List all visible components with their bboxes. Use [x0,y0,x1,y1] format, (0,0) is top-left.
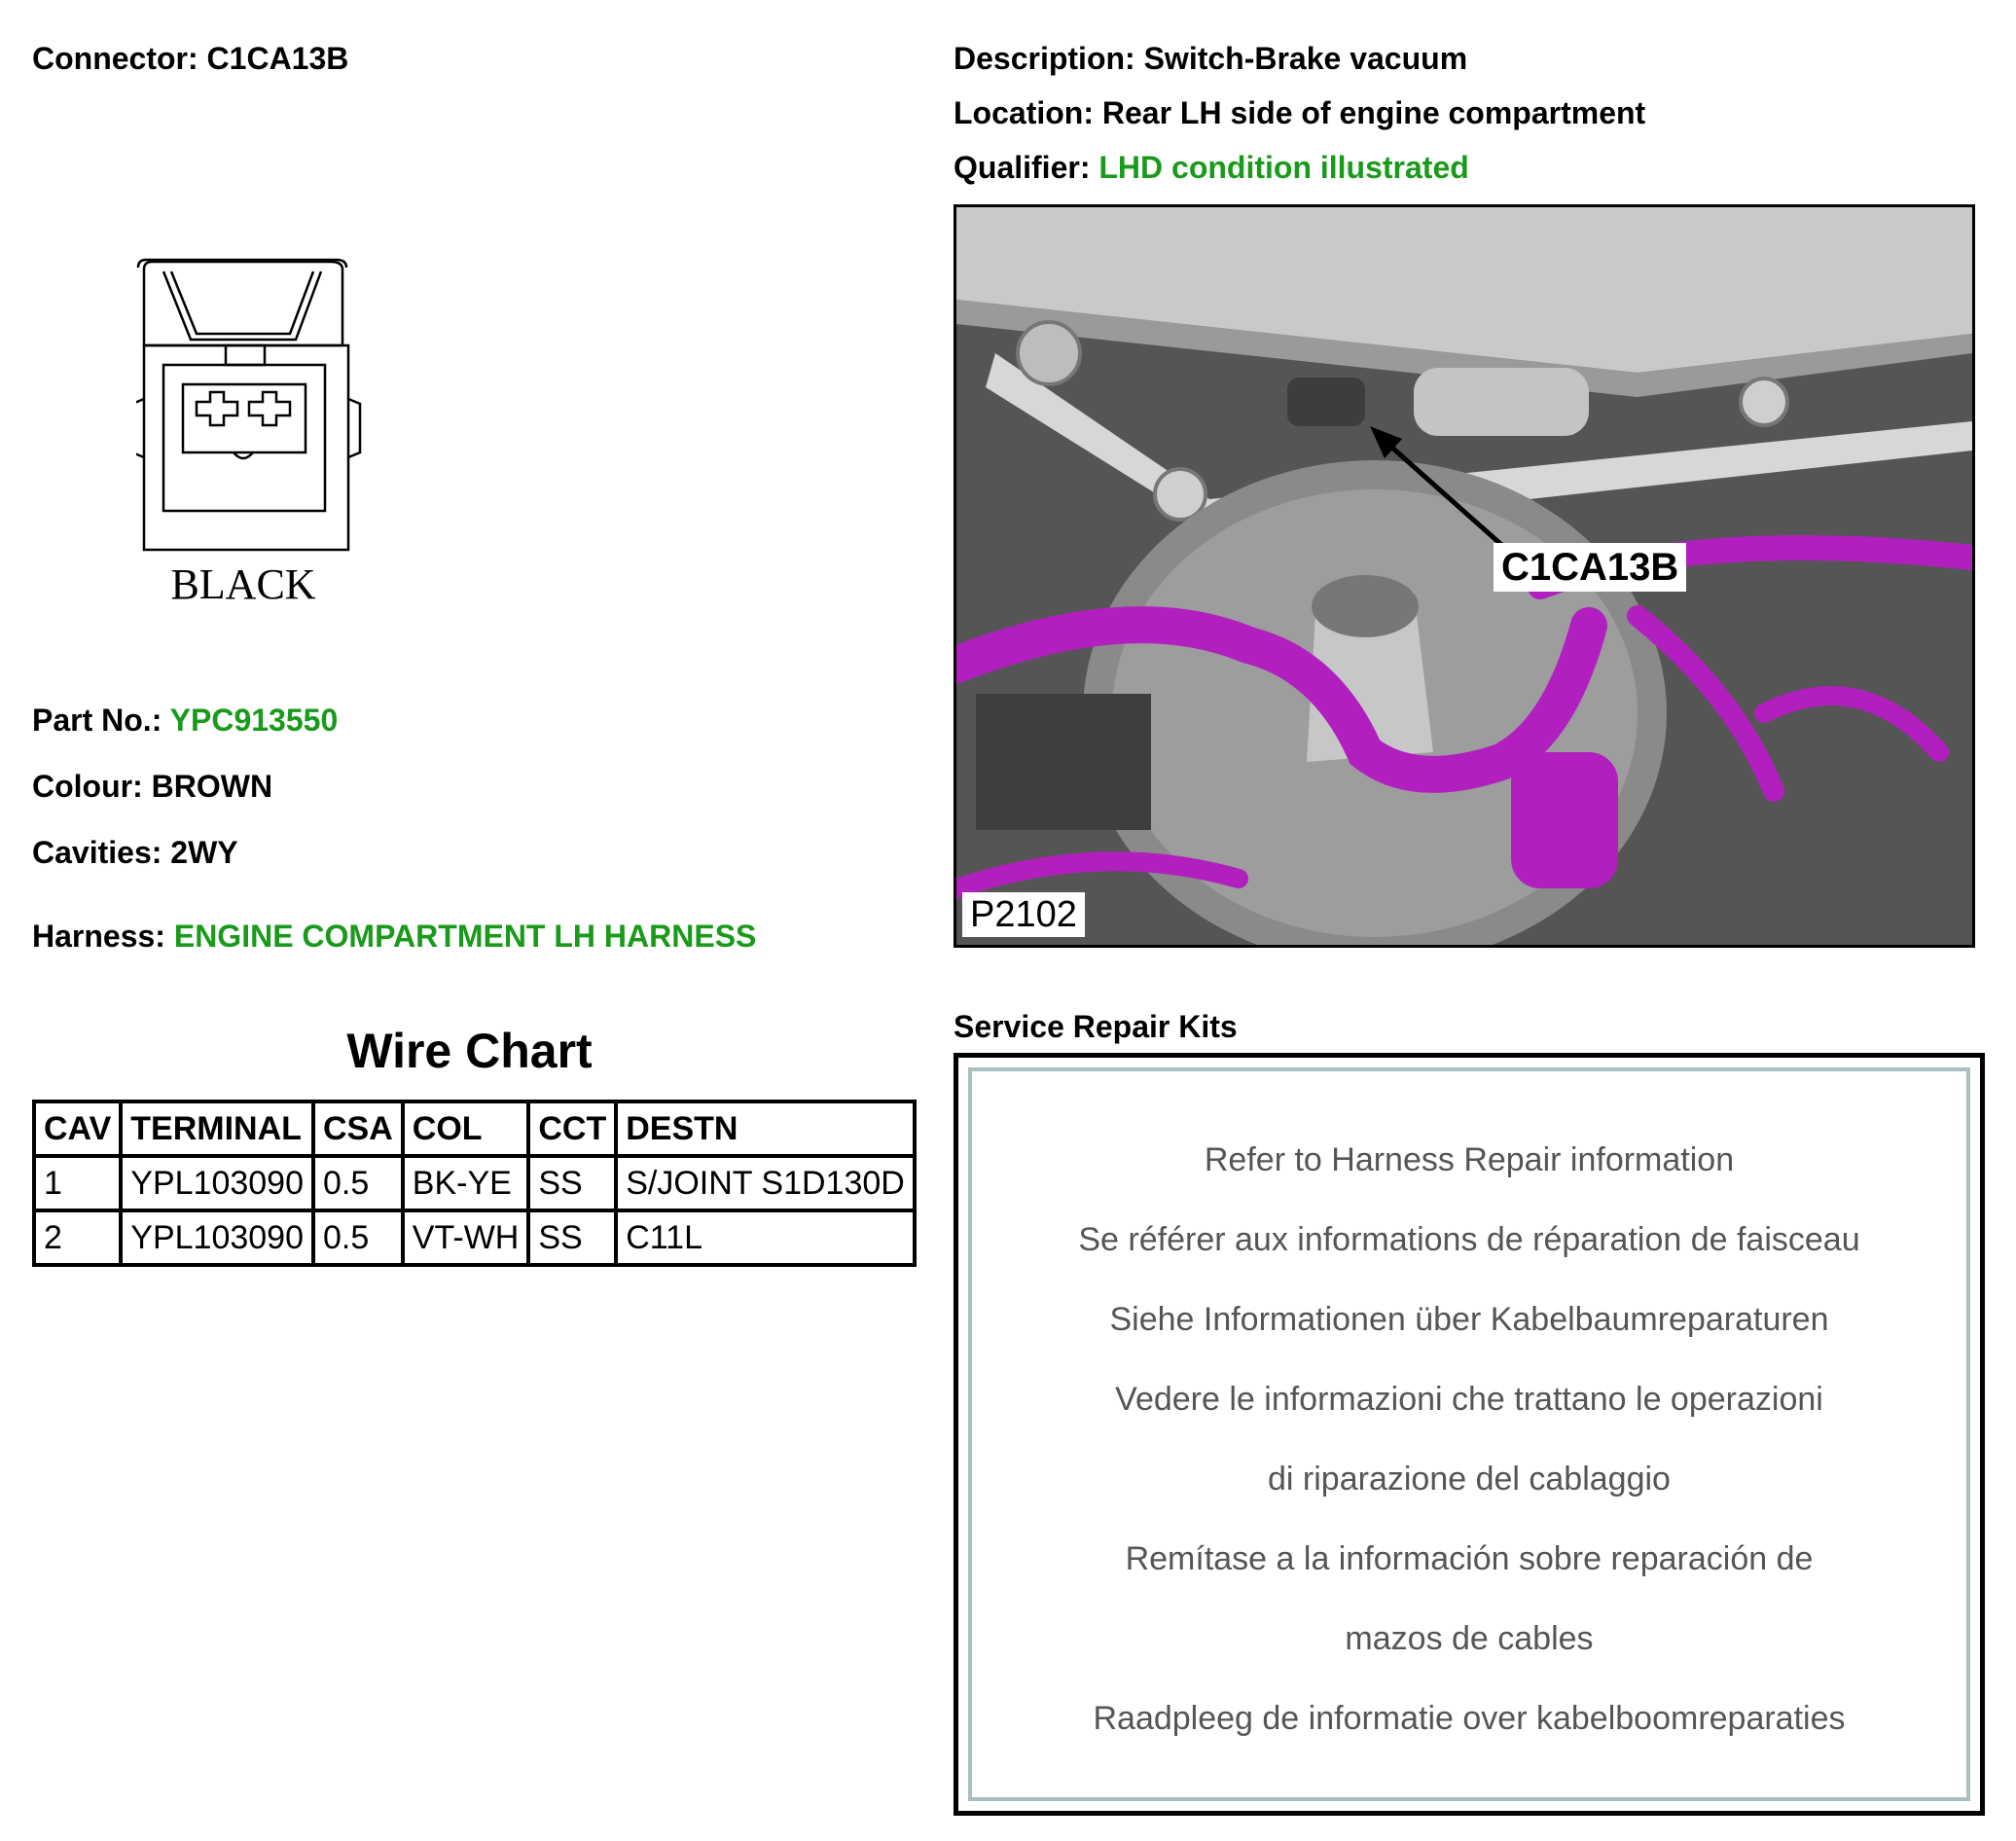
header-cct: CCT [528,1101,616,1156]
part-number-link[interactable]: YPC913550 [169,703,339,738]
service-repair-kits-title: Service Repair Kits [954,1009,1238,1044]
cell-csa: 0.5 [313,1156,403,1210]
header-destn: DESTN [616,1101,915,1156]
description-value: Switch-Brake vacuum [1143,41,1468,76]
harness-label: Harness: [32,919,174,954]
cell-cav: 1 [34,1156,121,1210]
repair-info-line: Raadpleeg de informatie over kabelboomreparaties [1093,1700,1846,1737]
cavities-value: 2WY [170,835,238,870]
connector-line [32,39,348,78]
header-cav: CAV [34,1101,121,1156]
connector-label: Connector: [32,41,207,76]
photo-callout-label: C1CA13B [1494,543,1686,592]
cell-terminal: YPL103090 [121,1156,313,1210]
repair-info-line: Siehe Informationen über Kabelbaumreparaturen [1109,1301,1829,1338]
cavities-label: Cavities: [32,835,171,870]
repair-info-line: Se référer aux informations de réparation de faisceau [1078,1221,1860,1258]
colour-line [32,767,272,806]
cell-csa: 0.5 [313,1210,403,1265]
connector-colour-caption: BLACK [170,560,316,608]
colour-value: BROWN [151,769,273,804]
qualifier-label: Qualifier: [954,150,1099,185]
cell-destn: C11L [616,1210,915,1265]
part-number-label: Part No.: [32,703,170,738]
wire-chart-title: Wire Chart [346,1024,593,1078]
header-col: COL [403,1101,529,1156]
cavities-line [32,833,238,872]
location-label: Location: [954,95,1102,130]
connector-face-diagram [136,258,428,628]
location-value: Rear LH side of engine compartment [1101,95,1646,130]
header-terminal: TERMINAL [121,1101,313,1156]
header-csa: CSA [313,1101,403,1156]
wire-chart-table [32,1100,917,1267]
repair-info-line: Vedere le informazioni che trattano le operazioni [1115,1381,1823,1418]
engine-bay-illustration [956,207,1972,945]
table-row [34,1210,915,1265]
cell-cct: SS [528,1210,616,1265]
table-row [34,1156,915,1210]
qualifier-value: LHD condition illustrated [1098,150,1469,185]
colour-label: Colour: [32,769,152,804]
location-photo [954,204,1975,948]
cell-terminal: YPL103090 [121,1210,313,1265]
harness-link[interactable]: ENGINE COMPARTMENT LH HARNESS [173,919,757,954]
cell-cct: SS [528,1156,616,1210]
photo-reference-label: P2102 [962,892,1085,937]
description-line [954,39,1467,78]
service-repair-kits-inner [968,1067,1970,1801]
harness-line [32,917,756,956]
cell-destn: S/JOINT S1D130D [616,1156,915,1210]
repair-info-line: mazos de cables [1345,1620,1594,1657]
description-label: Description: [954,41,1144,76]
repair-info-line: di riparazione del cablaggio [1268,1461,1671,1498]
connector-value: C1CA13B [206,41,349,76]
repair-info-line: Refer to Harness Repair information [1204,1141,1735,1178]
cell-col: VT-WH [403,1210,529,1265]
location-line [954,93,1645,132]
service-repair-kits-box [954,1053,1985,1816]
repair-info-line: Remítase a la información sobre reparación de [1125,1540,1814,1577]
qualifier-line [954,148,1469,187]
wire-chart-header-row [34,1101,915,1156]
part-number-line [32,701,338,740]
cell-col: BK-YE [403,1156,529,1210]
cell-cav: 2 [34,1210,121,1265]
